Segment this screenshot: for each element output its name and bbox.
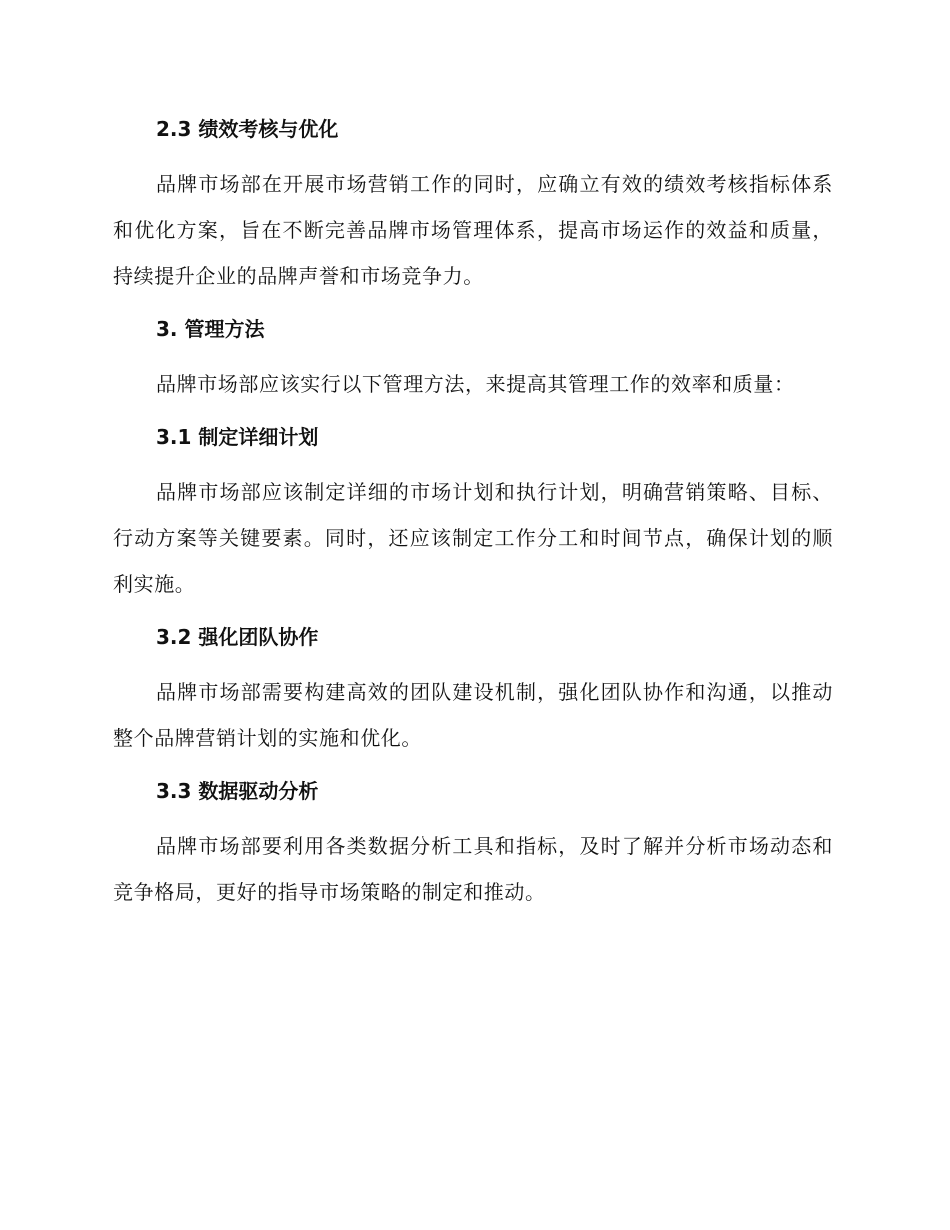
section-paragraph-2-3: 品牌市场部在开展市场营销工作的同时，应确立有效的绩效考核指标体系和优化方案，旨在不断完善品牌市场管理体系，提高市场运作的效益和质量，持续提升企业的品牌声誉和市场竞争力。 xyxy=(113,172,833,288)
section-heading-3-3: 3.3 数据驱动分析 xyxy=(156,779,319,803)
section-paragraph-3-2: 品牌市场部需要构建高效的团队建设机制，强化团队协作和沟通，以推动整个品牌营销计划的实施和优化。 xyxy=(113,680,833,750)
section-heading-3: 3. 管理方法 xyxy=(156,317,265,341)
section-paragraph-3-1: 品牌市场部应该制定详细的市场计划和执行计划，明确营销策略、目标、行动方案等关键要素。同时，还应该制定工作分工和时间节点，确保计划的顺利实施。 xyxy=(113,480,833,596)
section-paragraph-3-3: 品牌市场部要利用各类数据分析工具和指标，及时了解并分析市场动态和竞争格局，更好的指导市场策略的制定和推动。 xyxy=(113,834,833,904)
section-heading-2-3: 2.3 绩效考核与优化 xyxy=(156,117,339,141)
document-body xyxy=(113,112,833,915)
section-heading-3-1: 3.1 制定详细计划 xyxy=(156,425,319,449)
section-heading-3-2: 3.2 强化团队协作 xyxy=(156,625,319,649)
section-paragraph-3: 品牌市场部应该实行以下管理方法，来提高其管理工作的效率和质量： xyxy=(156,372,795,396)
